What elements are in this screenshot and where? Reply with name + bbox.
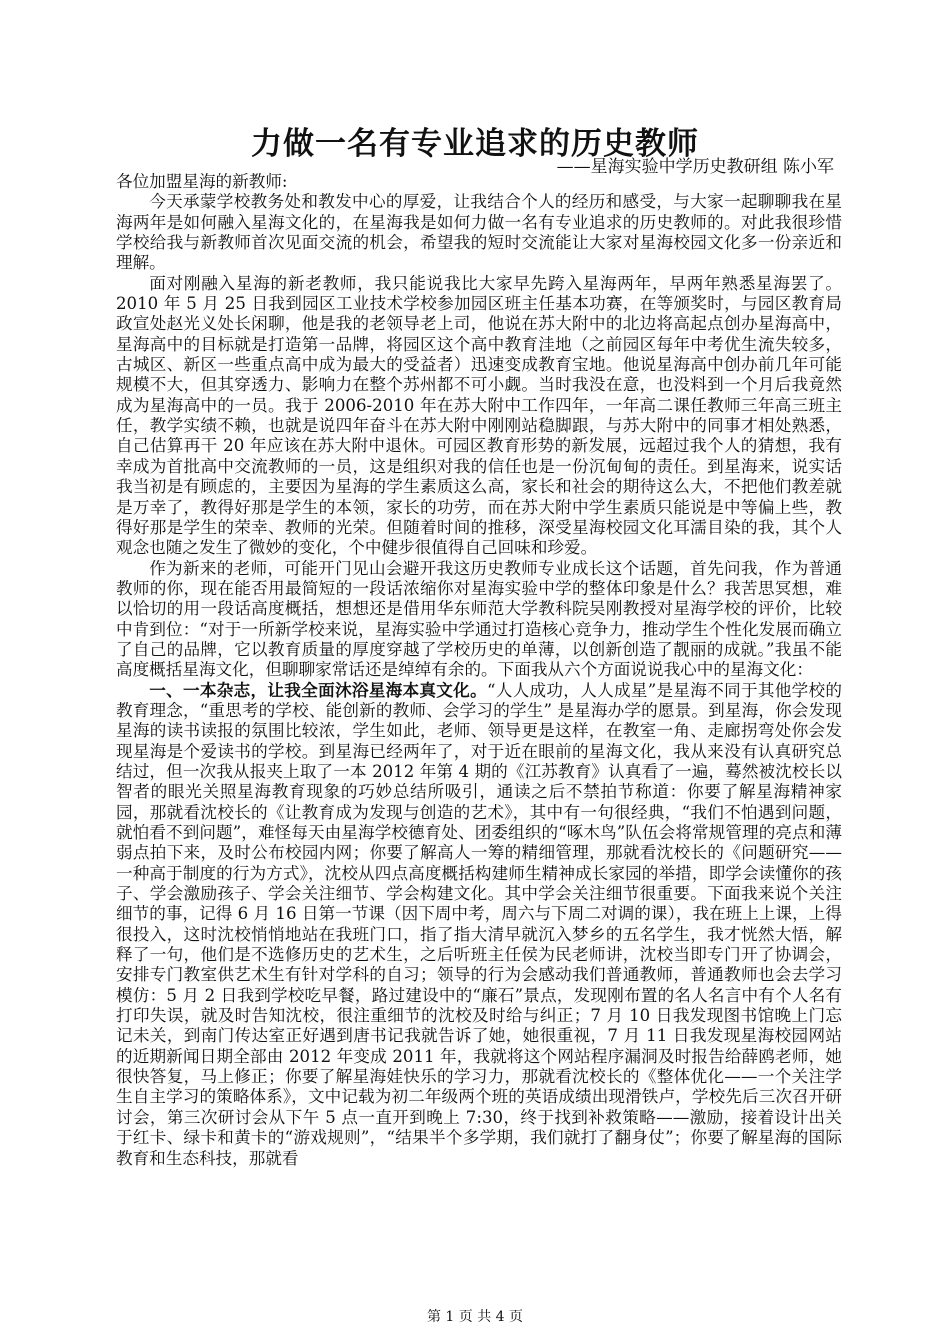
body-paragraph: 今天承蒙学校教务处和教发中心的厚爱，让我结合个人的经历和感受，与大家一起聊聊我在星海两年是如何融入星海文化的，在星海我是如何力做一名有专业追求的历史教师的。对此我很珍惜学校给我与新教师首次见面交流的机会，希望我的短时交流能让大家对星海校园文化多一份亲近和理解。 <box>116 192 842 273</box>
section-paragraph <box>116 681 842 1169</box>
document-subtitle: ——星海实验中学历史教研组 陈小军 <box>556 157 834 177</box>
greeting-line: 各位加盟星海的新教师: <box>116 172 288 191</box>
document-title: 力做一名有专业追求的历史教师 <box>251 126 699 162</box>
section-text: “人人成功，人人成星”是星海不同于其他学校的教育理念，“重思考的学校、能创新的教师、会学习的学生” 是星海办学的愿景。到星海，你会发现星海的读书读报的氛围比较浓，学生如此，老师、领导更是这样，在教室一角、走廊拐弯处你会发现星海是个爱读书的学校。到星海已经两年了，对于近在眼前的星海文化，我从来没有认真研究总结过，但一次我从报夹上取了一本 2012 年第 4 期的《江苏教育》认真看了一遍，蓦然被沈校长以智者的眼光关照星海教育现象的巧妙总结所吸引，通读之后不禁拍节称道：你要了解星海精神家园，那就看沈校长的《让教育成为发现与创造的艺术》，其中有一句很经典，“我们不怕遇到问题，就怕看不到问题”，难怪每天由星海学校德育处、团委组织的“啄木鸟”队伍会将常规管理的亮点和薄弱点拍下来，及时公布校园内网；你要了解高人一筹的精细管理，那就看沈校长的《问题研究——一种高于制度的行为方式》，沈校从四点高度概括构建师生精神成长家园的举措，即学会读懂你的孩子、学会激励孩子、学会关注细节、学会构建文化。其中学会关注细节很重要。下面我来说个关注细节的事，记得 6 月 16 日第一节课（因下周中考，周六与下周二对调的课），我在班上上课，上得很投入，这时沈校悄悄地站在我班门口，指了指大清早就沉入梦乡的五名学生，我才恍然大悟，解释了一句，他们是不选修历史的艺术生，之后听班主任侯为民老师讲，沈校当即专门开了协调会，安排专门教室供艺术生有针对学科的自习；领导的行为会感动我们普通教师，普通教师也会去学习模仿：5 月 2 日我到学校吃早餐，路过建设中的“廉石”景点，发现刚布置的名人名言中有个人名有打印失误，就及时告知沈校，很注重细节的沈校及时给与纠正；7 月 10 日我发现图书馆晚上门忘记未关，到南门传达室正好遇到唐书记我就告诉了她，她很重视，7 月 11 日我发现星海校园网站的近期新闻日期全部由 2012 年变成 2011 年，我就将这个网站程序漏洞及时报告给薛鸥老师，她很快答复，马上修正；你要了解星海娃快乐的学习力，那就看沈校长的《整体优化——一个关注学生自主学习的策略体系》，文中记载为初二年级两个班的英语成绩出现滑铁卢，学校先后三次召开研讨会，第三次研讨会从下午 5 点一直开到晚上 7:30，终于找到补救策略——激励，接着设计出关于红卡、绿卡和黄卡的“游戏规则”，“结果半个多学期，我们就打了翻身仗”；你要了解星海的国际教育和生态科技，那就看 <box>116 680 843 1168</box>
body-paragraph: 作为新来的老师，可能开门见山会避开我这历史教师专业成长这个话题，首先问我，作为普通教师的你，现在能否用最简短的一段话浓缩你对星海实验中学的整体印象是什么？我苦思冥想，难以恰切的用一段话高度概括，想想还是借用华东师范大学教科院吴刚教授对星海学校的评价，比较中肯到位：“对于一所新学校来说，星海实验中学通过打造核心竞争力，推动学生个性化发展而确立了自己的品牌，它以教育质量的厚度穿越了学校历史的单薄，以创新创造了靓丽的成就。”我虽不能高度概括星海文化，但聊聊家常话还是绰绰有余的。下面我从六个方面说说我心中的星海文化： <box>116 558 842 680</box>
body-paragraph: 面对刚融入星海的新老教师，我只能说我比大家早先跨入星海两年，早两年熟悉星海罢了。2010 年 5 月 25 日我到园区工业技术学校参加园区班主任基本功赛，在等颁奖时，与园区教育局政宣处赵光义处长闲聊，他是我的老领导老上司，他说在苏大附中的北边将高起点创办星海高中，星海高中的目标就是打造第一品牌，将园区这个高中教育洼地（之前园区每年中考优生流失较多，古城区、新区一些重点高中成为最大的受益者）迅速变成教育宝地。他说星海高中创办前几年可能规模不大，但其穿透力、影响力在整个苏州都不可小觑。当时我没在意，也没料到一个月后我竟然成为星海高中的一员。我于 2006-2010 年在苏大附中工作四年，一年高二课任教师三年高三班主任，教学实绩不赖，也就是说四年奋斗在苏大附中刚刚站稳脚跟，与苏大附中的同事才相处熟悉，自己估算再干 20 年应该在苏大附中退休。可园区教育形势的新发展，远超过我个人的猜想，我有幸成为首批高中交流教师的一员，这是组织对我的信任也是一份沉甸甸的责任。到星海来，说实话我当初是有顾虑的，主要因为星海的学生素质这么高，家长和社会的期待这么大，不把他们教差就是万幸了，教得好那是学生的本领，家长的功劳，而在苏大附中学生素质只能说是中等偏上些，教得好那是学生的荣幸、教师的光荣。但随着时间的推移，深受星海校园文化耳濡目染的我，其个人观念也随之发生了微妙的变化，个中健步很值得自己回味和珍爱。 <box>116 273 842 558</box>
document-body <box>116 172 842 1169</box>
section-heading: 一、一本杂志，让我全面沐浴星海本真文化。 <box>149 680 487 700</box>
page-footer: 第 1 页 共 4 页 <box>426 1309 524 1325</box>
